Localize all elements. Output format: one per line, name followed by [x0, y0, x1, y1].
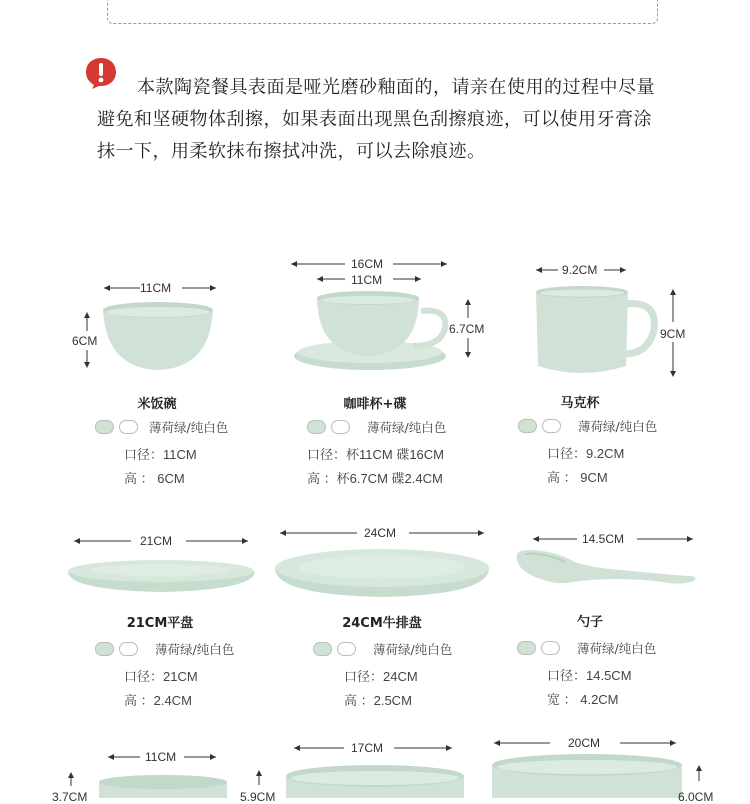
plate-height: 高 ：2.4CM	[124, 693, 192, 708]
plate-width-label: 21CM	[140, 534, 173, 548]
white-swatch[interactable]	[542, 419, 561, 433]
mug-height: 高 ： 9CM	[547, 470, 608, 485]
mug-height-label: 9CM	[660, 327, 686, 341]
plate-color-options	[95, 640, 234, 658]
large-bowl-height-label: 6.0CM	[678, 790, 714, 804]
steak-plate-name: 24CM牛排盘	[342, 616, 422, 631]
steak-plate-height: 高 ：2.5CM	[344, 693, 412, 708]
color-options-label: 薄荷绿/纯白色	[367, 420, 447, 435]
mug-diameter: 口径：9.2CM	[547, 446, 625, 461]
plate-name: 21CM平盘	[126, 616, 194, 631]
notice-line-2: 避免和坚硬物体刮擦，如果表面出现黑色刮擦痕迹，可以使用牙膏涂	[97, 109, 652, 130]
rice-bowl-diameter: 口径：11CM	[124, 447, 197, 462]
spoon-name: 勺子	[576, 615, 603, 630]
mug-illustration	[530, 262, 700, 382]
white-swatch[interactable]	[541, 641, 560, 655]
color-options-label: 薄荷绿/纯白色	[149, 420, 229, 435]
saucer-width-label: 16CM	[351, 257, 384, 271]
medium-bowl-height-label: 5.9CM	[240, 790, 276, 804]
color-options-label: 薄荷绿/纯白色	[373, 642, 453, 657]
white-swatch[interactable]	[331, 420, 350, 434]
mint-swatch[interactable]	[518, 419, 537, 433]
rice-bowl-width-label: 11CM	[140, 281, 172, 295]
medium-bowl-width-label: 17CM	[351, 741, 384, 755]
spec-table-box	[107, 0, 658, 24]
notice-line-1: 本款陶瓷餐具表面是哑光磨砂釉面的，请亲在使用的过程中尽量	[137, 77, 655, 98]
mug-name: 马克杯	[560, 396, 600, 411]
color-options-label: 薄荷绿/纯白色	[155, 642, 235, 657]
care-notice	[97, 72, 697, 168]
plate-diameter: 口径：21CM	[124, 669, 198, 684]
large-bowl-illustration	[490, 735, 720, 798]
mint-swatch[interactable]	[517, 641, 536, 655]
notice-line-3: 抹一下，用柔软抹布擦拭冲洗，可以去除痕迹。	[97, 141, 486, 162]
mug-width-label: 9.2CM	[562, 263, 598, 277]
steak-plate-diameter: 口径：24CM	[344, 669, 418, 684]
small-bowl-width-label: 11CM	[145, 750, 177, 764]
color-options-label: 薄荷绿/纯白色	[577, 641, 657, 656]
rice-bowl-height: 高 ： 6CM	[124, 471, 185, 486]
mint-swatch[interactable]	[95, 420, 114, 434]
coffee-cup-color-options	[307, 418, 446, 436]
cup-width-label: 11CM	[351, 273, 383, 287]
mint-swatch[interactable]	[95, 642, 114, 656]
small-bowl-height-label: 3.7CM	[52, 790, 88, 804]
coffee-cup-illustration	[285, 256, 495, 371]
cup-height-label: 6.7CM	[449, 322, 485, 336]
spoon-color-options	[517, 639, 656, 657]
spoon-width: 宽 ： 4.2CM	[547, 692, 619, 707]
rice-bowl-name: 米饭碗	[137, 397, 177, 412]
rice-bowl-color-options	[95, 418, 228, 436]
rice-bowl-height-label: 6CM	[72, 334, 98, 348]
color-options-label: 薄荷绿/纯白色	[578, 419, 658, 434]
mint-swatch[interactable]	[313, 642, 332, 656]
large-bowl-width-label: 20CM	[568, 736, 601, 750]
spoon-length: 口径：14.5CM	[547, 668, 632, 683]
white-swatch[interactable]	[119, 642, 138, 656]
white-swatch[interactable]	[337, 642, 356, 656]
mint-swatch[interactable]	[307, 420, 326, 434]
spoon-length-label: 14.5CM	[582, 532, 625, 546]
steak-plate-color-options	[313, 640, 452, 658]
steak-plate-width-label: 24CM	[364, 526, 397, 540]
white-swatch[interactable]	[119, 420, 138, 434]
coffee-cup-name: 咖啡杯+碟	[343, 397, 407, 412]
mug-color-options	[518, 417, 657, 435]
coffee-cup-diameter: 口径：杯11CM 碟16CM	[307, 447, 445, 462]
coffee-cup-height: 高 ：杯6.7CM 碟2.4CM	[307, 471, 443, 486]
